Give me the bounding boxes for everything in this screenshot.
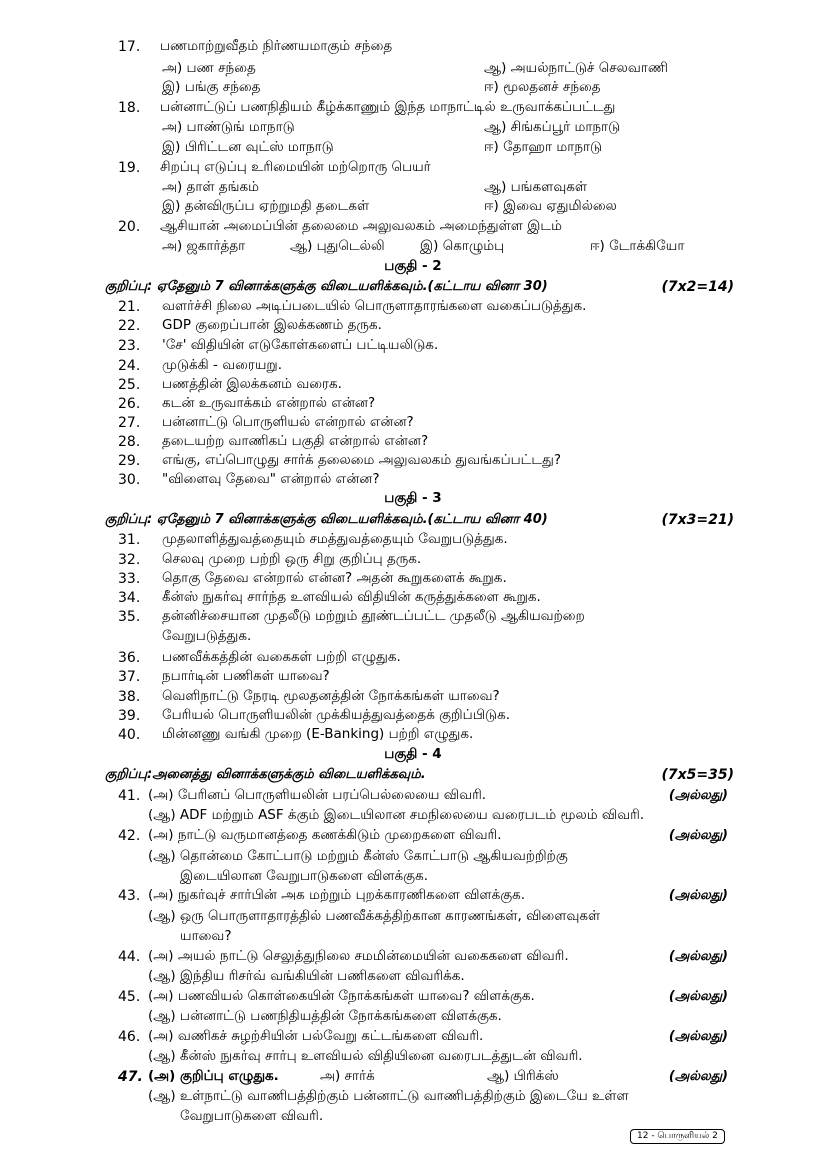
option-a: அ) ஜகார்த்தா [162, 238, 246, 254]
q-number: 40. [118, 727, 141, 743]
option-b: ஆ) அயல்நாட்டுச் செலவாணி [484, 60, 668, 76]
q-number: 17. [118, 39, 141, 55]
question-text: தடையற்ற வாணிகப் பகுதி என்றால் என்ன? [162, 433, 429, 449]
question-text: தன்னிச்சையான முதலீடு மற்றும் தூண்டப்பட்ட முதலீடு ஆகியவற்றை [162, 608, 585, 624]
question-text: எங்கு, எப்பொழுது சார்க் தலைமை அலுவலகம் துவங்கப்பட்டது? [162, 452, 562, 468]
q-number: 21. [118, 299, 141, 315]
option-b-continued: இடையிலான வேறுபாடுகளை விளக்குக. [180, 868, 428, 884]
option-a: அ) தாள் தங்கம் [162, 179, 259, 195]
option-a-sub-1: அ) சார்க் [320, 1068, 375, 1084]
section-title: பகுதி - 3 [384, 490, 442, 506]
option-c: இ) தன்விருப்ப ஏற்றுமதி தடைகள் [162, 198, 370, 214]
option-d: ஈ) மூலதனச் சந்தை [484, 79, 601, 95]
or-label: (அல்லது) [668, 828, 728, 843]
q-number: 34. [118, 590, 141, 606]
option-a-sub-2: ஆ) பிரிக்ஸ் [487, 1068, 559, 1084]
or-label: (அல்லது) [668, 1029, 728, 1044]
option-a: அ) பாண்டுங் மாநாடு [162, 119, 295, 135]
option-b: (ஆ) தொன்மை கோட்பாடு மற்றும் கீன்ஸ் கோட்பாடு ஆகியவற்றிற்கு [148, 848, 568, 864]
section-marks: (7x2=14) [661, 279, 734, 295]
q-number: 28. [118, 434, 141, 450]
option-a: (அ) குறிப்பு எழுதுக. [148, 1068, 279, 1084]
option-b-continued: வேறுபாடுகளை விவரி. [180, 1108, 324, 1124]
question-text: பேரியல் பொருளியலின் முக்கியத்துவத்தைக் குறிப்பிடுக. [162, 707, 511, 723]
question-text: முடுக்கி - வரையறு. [162, 357, 283, 373]
option-b: (ஆ) ADF மற்றும் ASF க்கும் இடையிலான சமநிலையை வரைபடம் மூலம் விவரி. [148, 807, 645, 823]
q-number: 33. [118, 571, 141, 587]
q-number: 46. [118, 1029, 141, 1045]
option-b: (ஆ) கீன்ஸ் நுகர்வு சார்பு உளவியல் விதியினை வரைபடத்துடன் விவரி. [148, 1048, 583, 1064]
option-c: இ) கொழும்பு [420, 238, 505, 254]
q-number: 19. [118, 160, 141, 176]
option-a: (அ) பணவியல் கொள்கையின் நோக்கங்கள் யாவை? விளக்குக. [148, 988, 535, 1004]
option-b: ஆ) புதுடெல்லி [290, 238, 385, 254]
q-number: 18. [118, 100, 141, 116]
section-marks: (7x3=21) [661, 512, 734, 528]
question-text: பன்னாட்டுப் பணநிதியம் கீழ்க்காணும் இந்த மாநாட்டில் உருவாக்கப்பட்டது [160, 99, 616, 115]
question-text: முதலாளித்துவத்தையும் சமத்துவத்தையும் வேறுபடுத்துக. [162, 531, 508, 547]
q-number: 32. [118, 552, 141, 568]
q-number: 39. [118, 708, 141, 724]
or-label: (அல்லது) [668, 989, 728, 1004]
section-instruction: குறிப்பு:அனைத்து வினாக்களுக்கும் விடையளிக்கவும். [105, 767, 426, 782]
question-text: செலவு முறை பற்றி ஒரு சிறு குறிப்பு தருக. [162, 551, 422, 567]
option-b: (ஆ) உள்நாட்டு வாணிபத்திற்கும் பன்னாட்டு வாணிபத்திற்கும் இடையே உள்ள [148, 1088, 629, 1104]
q-number: 36. [118, 650, 141, 666]
section-marks: (7x5=35) [661, 767, 734, 783]
option-a: (அ) நுகர்வுச் சார்பின் அக மற்றும் புறக்காரணிகளை விளக்குக. [148, 887, 526, 903]
q-number: 41. [118, 788, 141, 804]
question-text-continued: வேறுபடுத்துக. [162, 628, 252, 644]
q-number: 24. [118, 358, 141, 374]
q-number: 25. [118, 377, 141, 393]
question-text: GDP குறைப்பான் இலக்கணம் தருக. [162, 317, 382, 333]
question-text: கீன்ஸ் நுகர்வு சார்ந்த உளவியல் விதியின் கருத்துக்களை கூறுக. [162, 589, 541, 605]
q-number: 44. [118, 949, 141, 965]
page-footer-tag: 12 - பொருளியல் 2 [630, 1129, 725, 1144]
question-text: மின்னணு வங்கி முறை (E-Banking) பற்றி எழுதுக. [162, 726, 474, 742]
question-text: பன்னாட்டு பொருளியல் என்றால் என்ன? [162, 414, 414, 430]
q-number: 30. [118, 472, 141, 488]
q-number: 38. [118, 689, 141, 705]
question-text: "விளைவு தேவை" என்றால் என்ன? [162, 471, 380, 487]
section-instruction: குறிப்பு: ஏதேனும் 7 வினாக்களுக்கு விடையளிக்கவும்.(கட்டாய வினா 40) [105, 512, 548, 527]
q-number: 35. [118, 609, 141, 625]
question-text: 'சே' விதியின் எடுகோள்களைப் பட்டியலிடுக. [162, 337, 439, 353]
question-text: நபார்டின் பணிகள் யாவை? [162, 668, 330, 684]
question-text: பணவீக்கத்தின் வகைகள் பற்றி எழுதுக. [162, 649, 401, 665]
q-number: 37. [118, 669, 141, 685]
option-a: அ) பண சந்தை [162, 60, 256, 76]
question-text: வளர்ச்சி நிலை அடிப்படையில் பொருளாதாரங்களை வகைப்படுத்துக. [162, 298, 587, 314]
question-text: தொகு தேவை என்றால் என்ன? அதன் கூறுகளைக் கூறுக. [162, 570, 507, 586]
question-text: பணத்தின் இலக்கனம் வரைக. [162, 376, 342, 392]
q-number: 42. [118, 828, 141, 844]
option-b: (ஆ) பன்னாட்டு பணநிதியத்தின் நோக்கங்களை விளக்குக. [148, 1008, 502, 1024]
question-text: சிறப்பு எடுப்பு உரிமையின் மற்றொரு பெயர் [160, 159, 431, 175]
question-text: வெளிநாட்டு நேரடி மூலதனத்தின் நோக்கங்கள் யாவை? [162, 688, 500, 704]
question-text: கடன் உருவாக்கம் என்றால் என்ன? [162, 395, 376, 411]
q-number: 29. [118, 453, 141, 469]
q-number: 45. [118, 989, 141, 1005]
option-c: இ) பிரிட்டன வுட்ஸ் மாநாடு [162, 139, 334, 155]
q-number: 26. [118, 396, 141, 412]
option-a: (அ) பேரினப் பொருளியலின் பரப்பெல்லையை விவரி. [148, 787, 487, 803]
q-number: 47. [118, 1069, 143, 1085]
or-label: (அல்லது) [668, 888, 728, 903]
option-d: ஈ) தோஹா மாநாடு [484, 139, 603, 155]
option-a: (அ) நாட்டு வருமானத்தை கணக்கிடும் முறைகளை விவரி. [148, 827, 502, 843]
option-a: (அ) அயல் நாட்டு செலுத்துநிலை சமமின்மையின் வகைகளை விவரி. [148, 948, 569, 964]
section-instruction: குறிப்பு: ஏதேனும் 7 வினாக்களுக்கு விடையளிக்கவும்.(கட்டாய வினா 30) [105, 279, 548, 294]
option-b: (ஆ) இந்திய ரிசர்வ் வங்கியின் பணிகளை விவரிக்க. [148, 968, 465, 984]
q-number: 23. [118, 338, 141, 354]
q-number: 20. [118, 219, 141, 235]
option-d: ஈ) டோக்கியோ [590, 238, 685, 254]
section-title: பகுதி - 4 [384, 746, 442, 762]
option-b: ஆ) பங்களவுகள் [484, 179, 588, 195]
q-number: 31. [118, 532, 141, 548]
option-b: (ஆ) ஒரு பொருளாதாரத்தில் பணவீக்கத்திற்கான காரணங்கள், விளைவுகள் [148, 908, 601, 924]
option-a: (அ) வணிகச் சுழற்சியின் பல்வேறு கட்டங்களை விவரி. [148, 1028, 484, 1044]
option-d: ஈ) இவை ஏதுமில்லை [484, 198, 617, 214]
option-b: ஆ) சிங்கப்பூர் மாநாடு [484, 119, 621, 135]
q-number: 27. [118, 415, 141, 431]
option-b-continued: யாவை? [180, 928, 232, 944]
option-c: இ) பங்கு சந்தை [162, 79, 261, 95]
q-number: 43. [118, 888, 141, 904]
or-label: (அல்லது) [668, 1069, 728, 1084]
or-label: (அல்லது) [668, 949, 728, 964]
question-text: ஆசியான் அமைப்பின் தலைமை அலுவலகம் அமைந்துள்ள இடம் [160, 218, 562, 234]
section-title: பகுதி - 2 [384, 258, 442, 274]
or-label: (அல்லது) [668, 788, 728, 803]
question-text: பணமாற்றுவீதம் நிர்ணயமாகும் சந்தை [160, 38, 393, 54]
q-number: 22. [118, 318, 141, 334]
